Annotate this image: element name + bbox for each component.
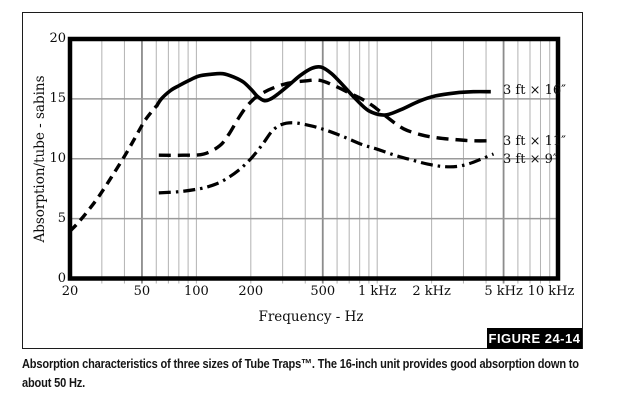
legend-label-16in: 3 ft × 16″ — [503, 82, 566, 98]
x-tick-label-500: 500 — [310, 284, 336, 299]
caption-line-1: Absorption characteristics of three sizes of Tube Traps™. The 16-inch unit provides good absorption down to — [22, 356, 579, 371]
y-tick-label-10: 10 — [49, 150, 66, 166]
x-tick-label-100: 100 — [183, 284, 209, 299]
x-tick-label-10000: 10 kHz — [527, 284, 575, 299]
curves-group — [70, 67, 494, 232]
x-tick-label-20: 20 — [61, 284, 79, 299]
x-tick-label-2000: 2 kHz — [412, 284, 451, 299]
caption-line-2: about 50 Hz. — [22, 375, 86, 390]
x-tick-label-200: 200 — [238, 284, 264, 299]
figure-number-badge — [487, 328, 582, 349]
legend-label-11in: 3 ft × 11″ — [503, 133, 566, 149]
figure-number-label: FIGURE 24-14 — [488, 331, 581, 346]
y-tick-label-5: 5 — [57, 210, 66, 226]
y-axis-title: Absorption/tube - sabins — [32, 75, 48, 243]
y-tick-label-20: 20 — [49, 31, 66, 46]
figure-caption — [22, 354, 622, 392]
x-tick-label-50: 50 — [133, 284, 151, 299]
curve-16in-tail — [70, 106, 156, 231]
y-tick-label-15: 15 — [49, 90, 66, 106]
x-tick-label-1000: 1 kHz — [357, 284, 397, 299]
curve-9in — [159, 123, 494, 193]
y-tick-label-0: 0 — [57, 270, 66, 286]
legend-label-9in: 3 ft × 9″ — [503, 151, 558, 167]
x-axis-title: Frequency - Hz — [258, 309, 364, 325]
x-tick-label-5000: 5 kHz — [484, 284, 523, 299]
curve-11in — [159, 80, 492, 155]
